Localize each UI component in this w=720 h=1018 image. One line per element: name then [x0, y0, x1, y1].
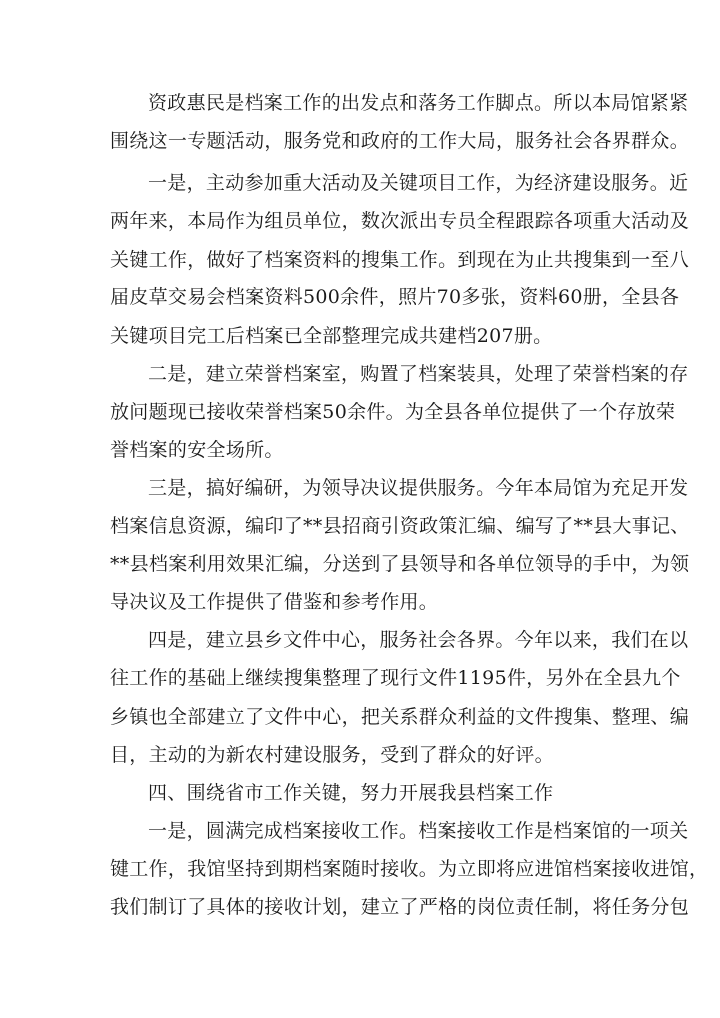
- paragraph-line: 围绕这一专题活动，服务党和政府的工作大局，服务社会各界群众。: [110, 130, 690, 152]
- paragraph-line: 键工作，我馆坚持到期档案随时接收。为立即将应进馆档案接收进馆，: [110, 858, 709, 880]
- paragraph-line: 誉档案的安全场所。: [110, 439, 284, 461]
- paragraph-line: 一是，圆满完成档案接收工作。档案接收工作是档案馆的一项关: [148, 820, 689, 842]
- paragraph-line: 一是，主动参加重大活动及关键项目工作，为经济建设服务。近: [148, 172, 689, 194]
- paragraph-line: 乡镇也全部建立了文件中心，把关系群众利益的文件搜集、整理、编: [110, 706, 690, 728]
- paragraph-line: 二是，建立荣誉档案室，购置了档案装具，处理了荣誉档案的存: [148, 363, 689, 385]
- paragraph-line: **县档案利用效果汇编，分送到了县领导和各单位领导的手中，为领: [110, 553, 690, 575]
- paragraph-line: 导决议及工作提供了借鉴和参考作用。: [110, 591, 439, 613]
- paragraph-line: 档案信息资源，编印了**县招商引资政策汇编、编写了**县大事记、: [110, 515, 690, 537]
- paragraph-line: 三是，搞好编研，为领导决议提供服务。今年本局馆为充足开发: [148, 477, 689, 499]
- paragraph-line: 两年来，本局作为组员单位，数次派出专员全程跟踪各项重大活动及: [110, 210, 690, 232]
- paragraph-line: 届皮草交易会档案资料500余件，照片70多张，资料60册，全县各: [110, 286, 680, 308]
- paragraph-line: 关键工作，做好了档案资料的搜集工作。到现在为止共搜集到一至八: [110, 249, 690, 271]
- paragraph-line: 关键项目完工后档案已全部整理完成共建档207册。: [110, 325, 553, 347]
- paragraph-line: 资政惠民是档案工作的出发点和落务工作脚点。所以本局馆紧紧: [148, 92, 689, 114]
- paragraph-line: 放问题现已接收荣誉档案50余件。为全县各单位提供了一个存放荣: [110, 401, 676, 423]
- paragraph-line: 目，主动的为新农村建设服务，受到了群众的好评。: [110, 744, 554, 766]
- section-heading: 四、围绕省市工作关键，努力开展我县档案工作: [148, 782, 554, 804]
- paragraph-line: 四是，建立县乡文件中心，服务社会各界。今年以来，我们在以: [148, 629, 689, 651]
- paragraph-line: 我们制订了具体的接收计划，建立了严格的岗位责任制，将任务分包: [110, 896, 690, 918]
- paragraph-line: 往工作的基础上继续搜集整理了现行文件1195件，另外在全县九个: [110, 667, 681, 689]
